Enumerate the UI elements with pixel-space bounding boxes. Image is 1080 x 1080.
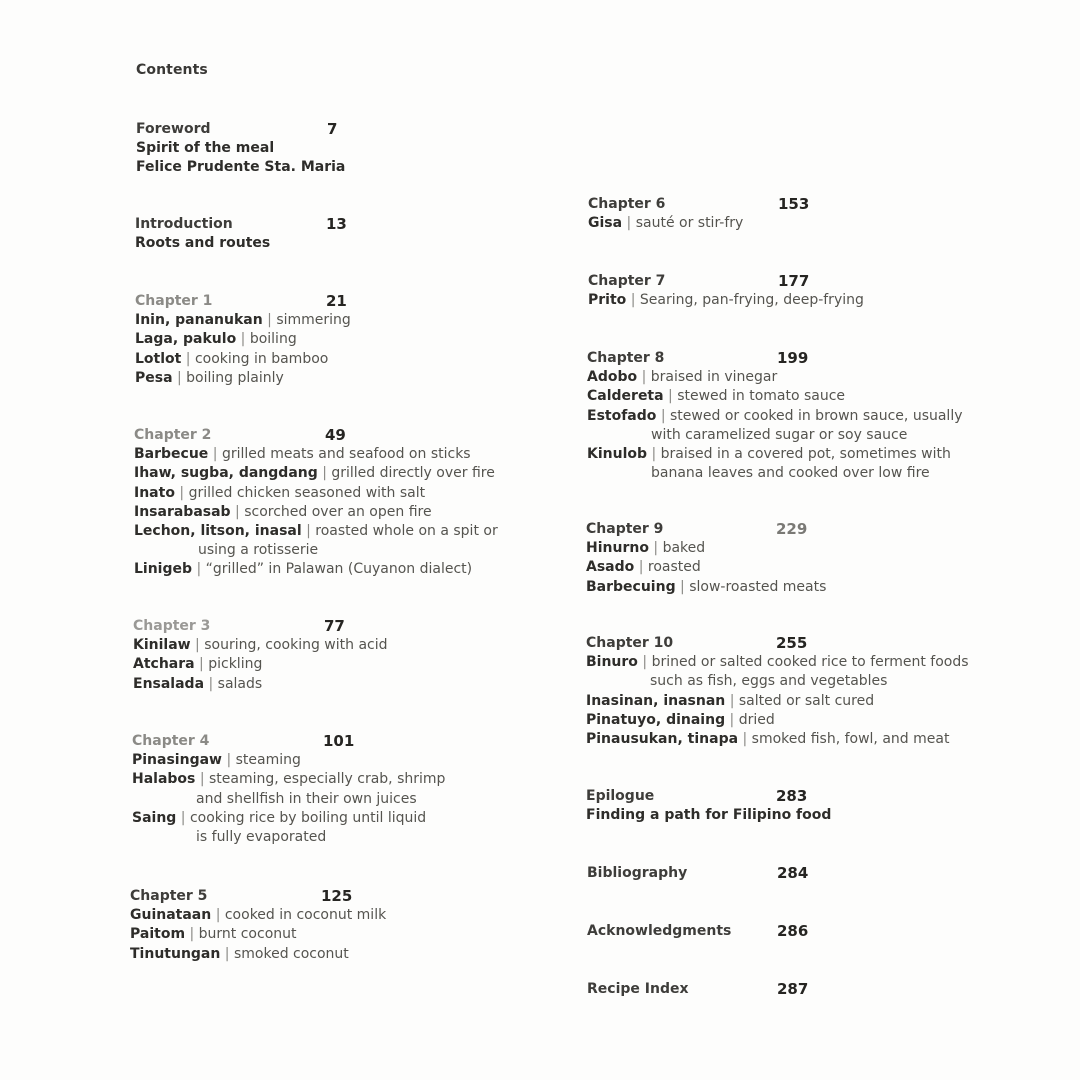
entry-label: Chapter 5 — [130, 888, 208, 904]
entry-label: Chapter 6 — [588, 196, 666, 212]
toc-entry-chapter-10[interactable] — [586, 634, 1006, 749]
page-number: 287 — [777, 980, 809, 998]
list-item-continuation: and shellfish in their own juices — [196, 790, 417, 807]
toc-entry-recipe-index[interactable] — [587, 980, 1007, 999]
entry-label: Introduction — [135, 216, 233, 232]
page-number: 255 — [776, 634, 808, 652]
list-item: Pesa | boiling plainly — [135, 369, 284, 386]
list-item: Saing | cooking rice by boiling until liquid — [132, 809, 427, 826]
page-number: 153 — [778, 195, 810, 213]
list-item: Estofado | stewed or cooked in brown sauce, usually — [587, 407, 963, 424]
toc-entry-introduction[interactable] — [135, 215, 575, 253]
entry-label: Chapter 8 — [587, 350, 665, 366]
entry-label: Foreword — [136, 121, 211, 137]
list-item: Kinulob | braised in a covered pot, sometimes with — [587, 446, 951, 462]
entry-line: Felice Prudente Sta. Maria — [136, 159, 346, 176]
toc-entry-acknowledgments[interactable] — [587, 922, 1007, 941]
list-item: Hinurno | baked — [586, 540, 706, 557]
list-item: Kinilaw | souring, cooking with acid — [133, 637, 388, 654]
list-item: Inato | grilled chicken seasoned with salt — [134, 484, 426, 501]
entry-label: Recipe Index — [587, 981, 689, 997]
list-item: Laga, pakulo | boiling — [135, 331, 297, 348]
page-number: 101 — [323, 732, 355, 750]
list-item: Caldereta | stewed in tomato sauce — [587, 388, 846, 405]
entry-label: Bibliography — [587, 865, 688, 881]
page-number: 21 — [326, 292, 347, 310]
toc-entry-chapter-6[interactable] — [588, 195, 1008, 233]
list-item: Pinausukan, tinapa | smoked fish, fowl, and meat — [586, 731, 950, 747]
list-item: Pinasingaw | steaming — [132, 752, 301, 769]
entry-line: Finding a path for Filipino food — [586, 807, 832, 824]
list-item-continuation: is fully evaporated — [196, 829, 327, 845]
page-number: 125 — [321, 887, 353, 905]
page-number: 199 — [777, 349, 809, 367]
entry-line: Spirit of the meal — [136, 140, 275, 157]
list-item: Insarabasab | scorched over an open fire — [134, 503, 432, 520]
page-number: 284 — [777, 864, 809, 882]
list-item: Inin, pananukan | simmering — [135, 312, 351, 329]
list-item: Inasinan, inasnan | salted or salt cured — [586, 692, 875, 709]
list-item: Linigeb | “grilled” in Palawan (Cuyanon dialect) — [134, 561, 473, 578]
page-number: 49 — [325, 426, 346, 444]
toc-entry-foreword[interactable] — [136, 120, 576, 178]
entry-label: Epilogue — [586, 788, 655, 804]
entry-label: Acknowledgments — [587, 923, 732, 939]
list-item: Binuro | brined or salted cooked rice to ferment foods — [586, 654, 969, 671]
list-item-continuation: such as fish, eggs and vegetables — [650, 673, 888, 690]
toc-entry-chapter-7[interactable] — [588, 272, 1008, 310]
entry-line: Roots and routes — [135, 235, 271, 252]
list-item: Ihaw, sugba, dangdang | grilled directly over fire — [134, 465, 495, 482]
list-item: Adobo | braised in vinegar — [587, 369, 778, 386]
toc-entry-chapter-2[interactable] — [134, 426, 574, 580]
list-item-continuation: using a rotisserie — [198, 542, 319, 559]
entry-label: Chapter 7 — [588, 273, 666, 289]
entry-label: Chapter 9 — [586, 521, 664, 537]
list-item: Tinutungan | smoked coconut — [130, 945, 349, 962]
list-item: Gisa | sauté or stir-fry — [588, 215, 744, 232]
entry-label: Chapter 2 — [134, 427, 212, 443]
page-number: 7 — [327, 120, 338, 138]
toc-entry-epilogue[interactable] — [586, 787, 1006, 825]
page-number: 77 — [324, 617, 345, 635]
list-item: Lotlot | cooking in bamboo — [135, 350, 329, 367]
toc-entry-chapter-3[interactable] — [133, 617, 573, 694]
list-item: Ensalada | salads — [133, 675, 263, 692]
toc-entry-chapter-4[interactable] — [132, 732, 572, 847]
list-item: Guinataan | cooked in coconut milk — [130, 907, 387, 924]
page-number: 229 — [776, 520, 808, 538]
list-item: Paitom | burnt coconut — [130, 926, 297, 943]
page-title: Contents — [136, 62, 208, 78]
toc-entry-chapter-5[interactable] — [130, 887, 570, 964]
entry-label: Chapter 3 — [133, 618, 211, 634]
page-number: 283 — [776, 787, 808, 805]
list-item: Pinatuyo, dinaing | dried — [586, 711, 775, 728]
entry-label: Chapter 4 — [132, 733, 210, 749]
list-item: Halabos | steaming, especially crab, shrimp — [132, 771, 446, 788]
list-item: Lechon, litson, inasal | roasted whole on a spit or — [134, 523, 498, 539]
list-item: Atchara | pickling — [133, 656, 263, 673]
list-item: Asado | roasted — [586, 559, 701, 576]
list-item: Barbecuing | slow-roasted meats — [586, 578, 827, 595]
toc-entry-chapter-8[interactable] — [587, 349, 1007, 483]
entry-label: Chapter 10 — [586, 635, 674, 651]
list-item: Prito | Searing, pan-frying, deep-frying — [588, 292, 864, 309]
toc-entry-chapter-1[interactable] — [135, 292, 575, 388]
list-item: Barbecue | grilled meats and seafood on sticks — [134, 446, 471, 463]
page-number: 286 — [777, 922, 809, 940]
page-number: 177 — [778, 272, 810, 290]
entry-label: Chapter 1 — [135, 293, 213, 309]
toc-entry-bibliography[interactable] — [587, 864, 1007, 883]
list-item-continuation: with caramelized sugar or soy sauce — [651, 426, 908, 443]
list-item-continuation: banana leaves and cooked over low fire — [651, 465, 930, 482]
toc-entry-chapter-9[interactable] — [586, 520, 1006, 597]
page-number: 13 — [326, 215, 347, 233]
